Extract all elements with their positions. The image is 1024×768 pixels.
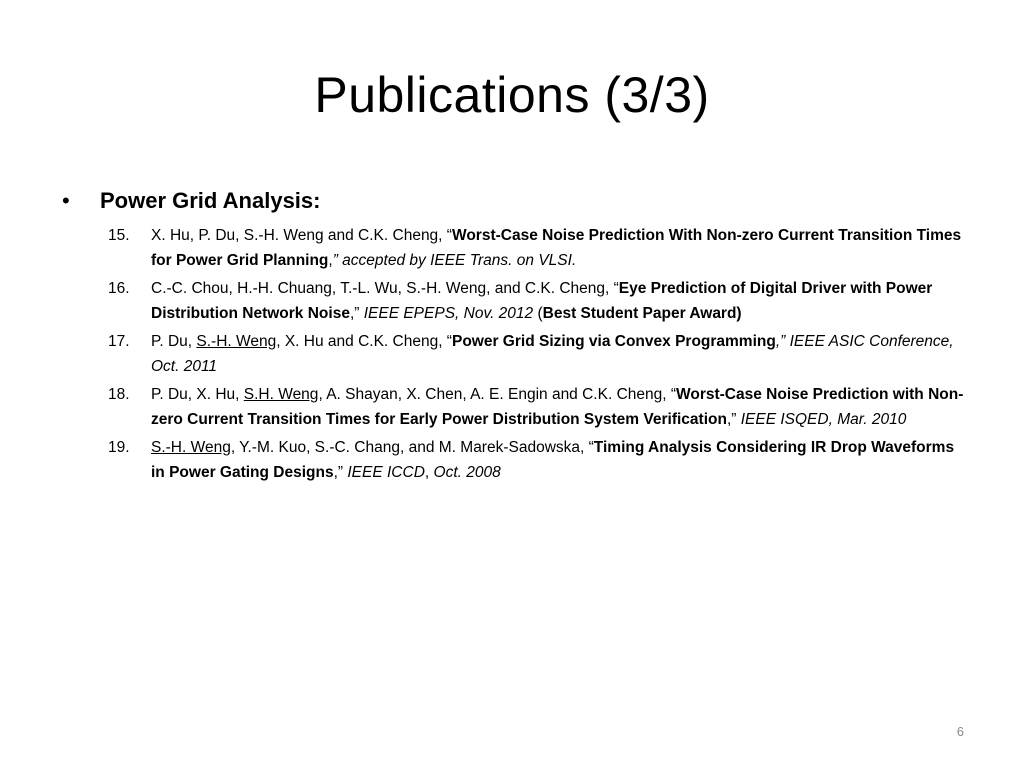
publication-venue: IEEE ICCD xyxy=(347,463,425,481)
publication-venue: ” accepted by IEEE Trans. on VLSI. xyxy=(332,251,577,269)
publication-venue: ,” IEEE ASIC Conference, Oct. 2011 xyxy=(151,333,954,375)
publication-authors: P. Du, xyxy=(151,333,197,350)
publication-item xyxy=(108,383,964,432)
publication-separator: ,” xyxy=(726,410,741,428)
section-heading: Power Grid Analysis: xyxy=(100,188,321,213)
publication-authors-rest: , A. Shayan, X. Chen, A. E. Engin and C.K. Cheng, “ xyxy=(318,386,677,403)
publication-authors: X. Hu, P. Du, S.-H. Weng and C.K. Cheng, “ xyxy=(151,227,452,244)
award-paren: ( xyxy=(533,304,543,322)
publication-separator-2: , xyxy=(424,463,434,481)
highlighted-author: S.-H. Weng xyxy=(196,333,277,350)
publication-title: Eye Prediction of Digital Driver with Power Distribution Network Noise xyxy=(151,280,933,322)
publication-authors: P. Du, X. Hu, xyxy=(151,386,244,403)
page-number: 6 xyxy=(956,724,964,739)
publication-number: 17. xyxy=(108,333,130,350)
publication-award: Best Student Paper Award) xyxy=(542,304,742,322)
publication-title: Worst-Case Noise Prediction With Non-zero Current Transition Times for Power Grid Planning xyxy=(151,227,962,269)
publication-venue: IEEE EPEPS, Nov. 2012 xyxy=(363,304,534,322)
publication-date: Oct. 2008 xyxy=(433,463,501,481)
slide-title: Publications (3/3) xyxy=(314,67,710,123)
publication-authors-rest: , X. Hu and C.K. Cheng, “ xyxy=(276,333,452,350)
publication-item xyxy=(108,330,964,379)
highlighted-author: S.-H. Weng xyxy=(151,439,231,456)
publication-number: 19. xyxy=(108,439,130,456)
publication-list xyxy=(108,224,964,489)
publication-number: 15. xyxy=(108,227,130,244)
publication-title: Timing Analysis Considering IR Drop Waveforms in Power Gating Designs xyxy=(151,439,955,481)
publication-number: 16. xyxy=(108,280,130,297)
publication-title: Power Grid Sizing via Convex Programming xyxy=(451,333,776,350)
highlighted-author: S.H. Weng xyxy=(243,386,319,403)
publication-item xyxy=(108,277,964,326)
bullet-icon: • xyxy=(62,188,70,213)
publication-separator: ,” xyxy=(333,463,348,481)
publication-authors-rest: , Y.-M. Kuo, S.-C. Chang, and M. Marek-Sadowska, “ xyxy=(230,439,594,456)
publication-venue: IEEE ISQED, Mar. 2010 xyxy=(740,410,907,428)
publication-authors: C.-C. Chou, H.-H. Chuang, T.-L. Wu, S.-H. Weng, and C.K. Cheng, “ xyxy=(151,280,619,297)
publication-number: 18. xyxy=(108,386,130,403)
publication-title: Worst-Case Noise Prediction with Non-zero Current Transition Times for Early Power Distribution System Verification xyxy=(151,386,964,428)
publication-item xyxy=(108,224,964,273)
publication-item xyxy=(108,436,964,485)
publication-separator: ,” xyxy=(349,304,364,322)
publication-separator: , xyxy=(328,251,333,269)
